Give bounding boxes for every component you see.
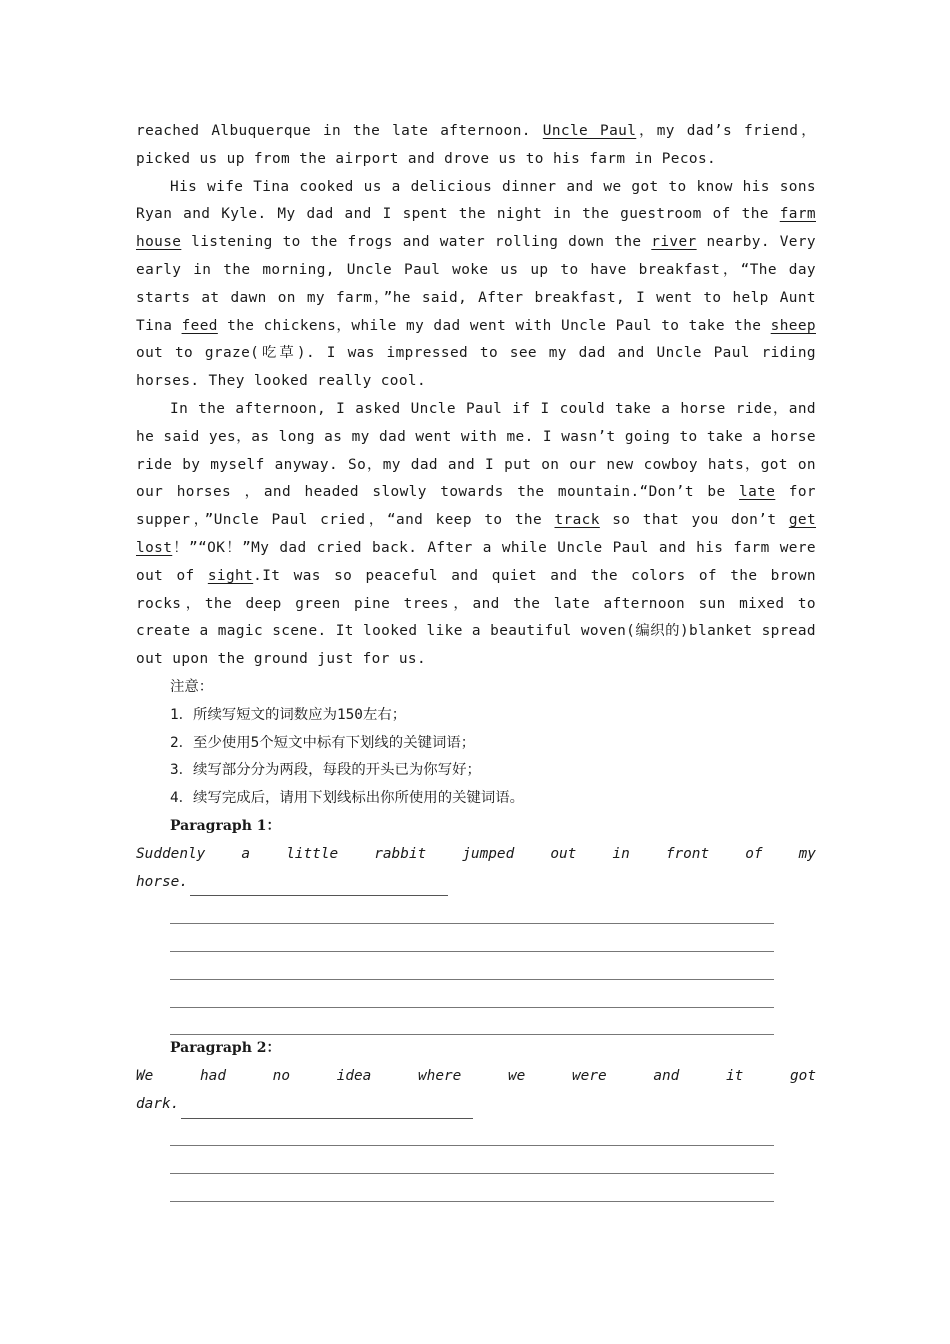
paragraph-2-answer-lines[interactable] — [136, 1119, 816, 1202]
opening-word: jumped — [462, 845, 515, 862]
opening-word: no — [272, 1068, 290, 1085]
key-phrase: late — [739, 484, 776, 501]
paragraph-2-answer-blank[interactable] — [181, 1100, 473, 1119]
paragraph-1-answer-blank[interactable] — [190, 877, 448, 896]
opening-word: where — [418, 1068, 462, 1085]
passage-paragraph-2: His wife Tina cooked us a delicious dinner and we got to know his sons Ryan and Kyle. My dad and I spent the night in the guestroom of the farm house listening to the frogs and water rolling down the river nearby. Very early in the morning, Uncle Paul woke us up to have breakfast，“The day starts at dawn on my farm，”he said, After breakfast, I went to help Aunt Tina feed the chickens，while my dad went with Uncle Paul to take the sheep out to graze(吃草). I was impressed to see my dad and Uncle Paul riding horses. They looked really cool. — [136, 178, 816, 390]
answer-line[interactable] — [170, 924, 774, 952]
opening-word: it — [726, 1068, 744, 1085]
answer-line[interactable] — [170, 1146, 774, 1174]
instruction-item-2: 2．至少使用5个短文中标有下划线的关键词语； — [170, 734, 476, 751]
opening-word: idea — [336, 1068, 372, 1085]
opening-word: we — [508, 1068, 526, 1085]
paragraph-1-answer-lines[interactable] — [136, 896, 816, 1035]
key-phrase: river — [651, 234, 697, 251]
paragraph-1-heading: Paragraph 1： — [170, 817, 281, 834]
key-phrase: track — [554, 512, 600, 529]
opening-word: little — [286, 845, 339, 862]
opening-word: in — [612, 845, 630, 862]
key-phrase: feed — [181, 317, 218, 334]
opening-word: were — [572, 1068, 607, 1085]
key-phrase: sight — [207, 567, 254, 584]
opening-word: my — [798, 845, 816, 862]
answer-line[interactable] — [170, 1119, 774, 1147]
opening-word: had — [200, 1068, 226, 1085]
worksheet-page — [136, 118, 816, 1202]
opening-word: Suddenly — [136, 845, 206, 862]
paragraph-2-opening-end: dark. — [136, 1095, 180, 1112]
answer-line[interactable] — [170, 952, 774, 980]
key-phrase: farm house — [136, 206, 816, 251]
instructions — [136, 674, 816, 813]
instructions-title: 注意： — [170, 678, 214, 695]
key-phrase: get lost — [136, 512, 817, 556]
paragraph-1-opening — [136, 841, 816, 897]
answer-line[interactable] — [170, 1008, 774, 1036]
key-phrase: Uncle Paul — [542, 123, 637, 139]
paragraph-2-heading: Paragraph 2： — [170, 1040, 281, 1057]
opening-word: of — [745, 845, 763, 862]
passage-paragraph-1: reached Albuquerque in the late afternoon. Uncle Paul，my dad’s friend，picked us up from the airport and drove us to his farm in Pecos. — [136, 123, 816, 167]
opening-word: a — [241, 845, 251, 862]
opening-word: We — [136, 1068, 154, 1085]
paragraph-1-opening-line — [136, 841, 816, 869]
answer-line[interactable] — [170, 1174, 774, 1202]
paragraph-1-opening-end: horse. — [136, 873, 188, 890]
key-phrase: sheep — [770, 317, 816, 334]
answer-line[interactable] — [170, 980, 774, 1008]
instruction-item-1: 1．所续写短文的词数应为150左右； — [170, 706, 407, 723]
opening-word: out — [550, 845, 577, 862]
passage-paragraph-3: In the afternoon, I asked Uncle Paul if I could take a horse ride，and he said yes，as long as my dad went with me. I wasn’t going to take a horse ride by myself anyway. So，my dad and I put on our new cowboy hats，got on our horses ，and headed slowly towards the mountain.“Don’t be late for supper，”Uncle Paul cried，“and keep to the track so that you don’t get lost！”“OK！”My dad cried back. After a while Uncle Paul and his farm were out of sight.It was so peaceful and quiet and the colors of the brown rocks，the deep green pine trees，and the late afternoon sun mixed to create a magic scene. It looked like a beautiful woven(编织的)blanket spread out upon the ground just for us. — [136, 400, 817, 668]
instruction-item-4: 4．续写完成后，请用下划线标出你所使用的关键词语。 — [170, 790, 525, 807]
answer-line[interactable] — [170, 896, 774, 924]
opening-word: rabbit — [374, 845, 427, 862]
opening-word: front — [665, 845, 710, 862]
instruction-item-3: 3．续写部分分为两段，每段的开头已为你写好； — [170, 762, 481, 779]
paragraph-2-opening-line — [136, 1063, 816, 1091]
opening-word: and — [653, 1068, 680, 1085]
opening-word: got — [790, 1068, 816, 1085]
paragraph-2-opening — [136, 1063, 816, 1119]
